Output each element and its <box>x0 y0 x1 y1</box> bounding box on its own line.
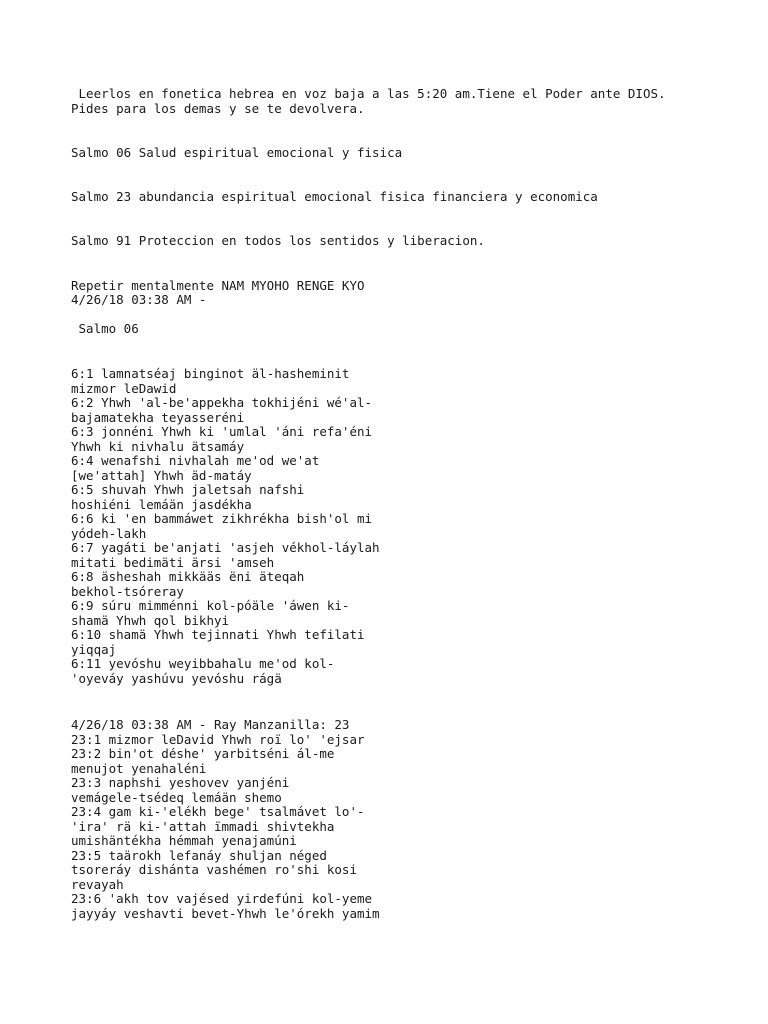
verse-line: 23:5 taärokh lefanáy shuljan néged <box>71 847 327 863</box>
verse-line: menujot yenahaléni <box>71 760 207 776</box>
verse-line: yódeh-lakh <box>71 525 147 541</box>
verse-line: revayah <box>71 876 124 892</box>
psalm-23-description: Salmo 23 abundancia espiritual emocional fisica financiera y economica <box>71 189 598 204</box>
verse-line: 'oyeváy yashúvu yevóshu rágä <box>71 670 282 686</box>
verse-line: vemágele-tsédeq lemáän shemo <box>71 789 282 805</box>
verse-line: 6:3 jonnéni Yhwh ki 'umlal 'áni refa'éni <box>71 424 373 439</box>
timestamp: 4/26/18 03:38 AM - <box>71 292 207 307</box>
verse-line: Yhwh ki nivhalu ätsamáy <box>71 438 245 454</box>
psalm-06-description: Salmo 06 Salud espiritual emocional y fisica <box>71 145 403 160</box>
verse-line: shamä Yhwh qol bikhyi <box>71 612 230 628</box>
verse-line: yiqqaj <box>71 641 117 657</box>
verse-line: 6:11 yevóshu weyibbahalu me'od kol- <box>71 656 335 671</box>
verse-line: 23:1 mizmor leDavid Yhwh roï lo' 'ejsar <box>71 731 365 747</box>
verse-line: mizmor leDawid <box>71 380 177 396</box>
verse-line: 6:2 Yhwh 'al-be'appekha tokhijéni wé'al- <box>71 395 373 410</box>
verse-line: 6:9 súru mimménni kol-póäle 'áwen ki- <box>71 598 350 613</box>
verse-line: 4/26/18 03:38 AM - Ray Manzanilla: 23 <box>71 717 350 732</box>
verse-line: 6:6 ki 'en bammáwet zikhrékha bish'ol mi <box>71 511 373 526</box>
verse-line: 23:4 gam ki-'elékh bege' tsalmávet lo'- <box>71 804 365 819</box>
intro-line-1: Leerlos en fonetica hebrea en voz baja a las 5:20 am.Tiene el Poder ante DIOS. <box>71 86 666 101</box>
verse-line: bajamatekha teyasseréni <box>71 409 245 425</box>
verse-line: 6:7 yagáti be'anjati 'asjeh vékhol-láylah <box>71 540 380 555</box>
verse-line: 6:4 wenafshi nivhalah me'od we'at <box>71 453 320 468</box>
verse-line: 6:10 shamä Yhwh tejinnati Yhwh tefilati <box>71 627 365 642</box>
intro-line-2: Pides para los demas y se te devolvera. <box>71 101 365 116</box>
mantra-line: Repetir mentalmente NAM MYOHO RENGE KYO <box>71 278 365 293</box>
verse-line: umishäntékha hémmah yenajamúni <box>71 833 297 848</box>
verse-line: hoshiéni lemáän jasdékha <box>71 496 252 512</box>
verse-line: 6:5 shuvah Yhwh jaletsah nafshi <box>71 482 305 497</box>
psalm-91-description: Salmo 91 Proteccion en todos los sentidos y liberacion. <box>71 233 485 248</box>
verse-line: bekhol-tsóreray <box>71 583 184 599</box>
verse-line: 23:6 'akh tov vajésed yirdefúni kol-yeme <box>71 891 373 906</box>
psalm-06-heading: Salmo 06 <box>71 321 139 336</box>
verse-line: jayyáy veshavti bevet-Yhwh le'órekh yamim <box>71 905 380 921</box>
verse-line: mitati bedimäti ärsi 'amseh <box>71 554 275 570</box>
verse-line: 23:2 bin'ot déshe' yarbitséni ál-me <box>71 746 335 761</box>
verse-line: tsoreráy dishánta vashémen ro'shi kosi <box>71 862 357 877</box>
verse-line: 6:1 lamnatséaj binginot äl-hasheminit <box>71 366 350 381</box>
verse-line: 'ira' rä ki-'attah ïmmadi shivtekha <box>71 818 335 834</box>
verse-line: 6:8 äsheshah mikkääs ëni äteqah <box>71 569 305 584</box>
verse-line: 23:3 naphshi yeshovev yanjéni <box>71 775 290 790</box>
verse-line: [we'attah] Yhwh äd-matáy <box>71 467 252 483</box>
